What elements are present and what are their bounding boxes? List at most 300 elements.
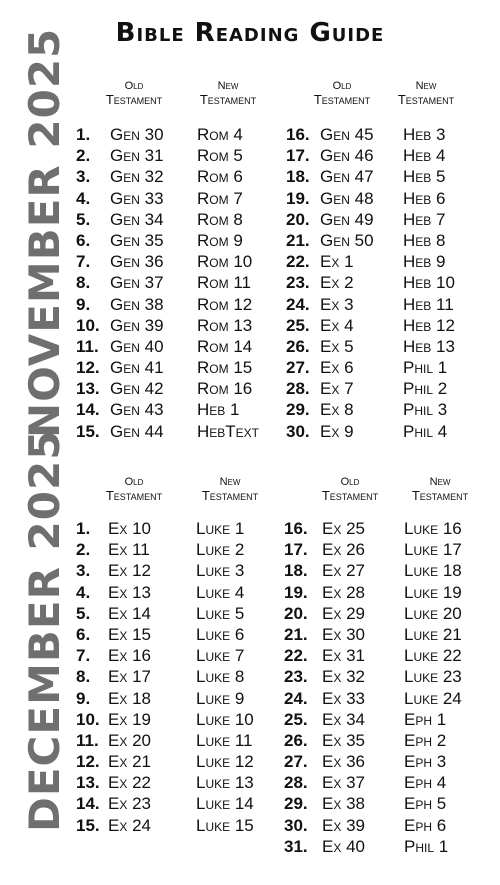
day-number-text: 4. bbox=[76, 582, 91, 602]
old-testament-reading bbox=[322, 603, 365, 624]
new-testament-reading-text: Luke 17 bbox=[404, 540, 462, 560]
day-number bbox=[76, 145, 100, 166]
new-testament-reading-text: Eph 1 bbox=[404, 709, 447, 729]
day-number-text: 6. bbox=[76, 624, 91, 644]
old-testament-reading-text: Gen 30 bbox=[110, 125, 164, 144]
old-testament-reading-text: Ex 25 bbox=[322, 519, 365, 538]
old-testament-reading bbox=[110, 124, 164, 145]
old-testament-reading bbox=[322, 666, 365, 687]
new-testament-reading bbox=[403, 315, 455, 336]
old-testament-reading-text: Ex 36 bbox=[322, 752, 365, 772]
new-testament-reading bbox=[403, 124, 455, 145]
day-number-text: 19. bbox=[286, 188, 310, 208]
new-testament-reading-text: Eph 5 bbox=[404, 794, 447, 814]
dec-old-header-left bbox=[94, 476, 174, 502]
day-number-text: 23. bbox=[284, 667, 308, 687]
day-number bbox=[76, 709, 100, 730]
new-testament-reading bbox=[404, 560, 462, 581]
nov-day-numbers-right bbox=[286, 124, 310, 442]
new-testament-reading bbox=[196, 518, 254, 539]
day-number bbox=[286, 357, 310, 378]
new-testament-reading-text: Rom 6 bbox=[197, 167, 243, 187]
new-testament-reading-text: Heb 9 bbox=[403, 252, 446, 272]
new-testament-reading-text: Eph 6 bbox=[404, 815, 447, 835]
day-number-text: 25. bbox=[286, 315, 310, 335]
old-testament-reading-text: Ex 21 bbox=[108, 752, 151, 772]
day-number-text: 17. bbox=[286, 146, 310, 166]
new-testament-reading-text: Eph 4 bbox=[404, 773, 447, 793]
header-bottom: Testament bbox=[199, 92, 257, 107]
day-number bbox=[76, 751, 100, 772]
day-number-text: 10. bbox=[76, 315, 100, 335]
old-testament-reading-text: Gen 38 bbox=[110, 294, 164, 314]
header-bottom: Testament bbox=[105, 92, 163, 107]
new-testament-reading bbox=[404, 624, 462, 645]
old-testament-reading bbox=[110, 315, 164, 336]
header-top: New bbox=[219, 476, 241, 488]
day-number-text: 31. bbox=[284, 836, 308, 856]
new-testament-reading-text: Luke 6 bbox=[196, 624, 245, 644]
day-number bbox=[76, 560, 100, 581]
old-testament-reading-text: Gen 32 bbox=[110, 167, 164, 187]
day-number-text: 13. bbox=[76, 773, 100, 793]
day-number-text: 1. bbox=[76, 519, 91, 538]
day-number-text: 14. bbox=[76, 400, 100, 420]
old-testament-reading bbox=[320, 166, 374, 187]
day-number-text: 21. bbox=[286, 230, 310, 250]
page-title: Bible Reading Guide bbox=[115, 18, 385, 48]
old-testament-reading bbox=[322, 582, 365, 603]
day-number-text: 5. bbox=[76, 209, 91, 229]
nov-new-readings-right bbox=[403, 124, 455, 442]
old-testament-reading bbox=[320, 315, 374, 336]
new-testament-reading bbox=[196, 624, 254, 645]
new-testament-reading bbox=[196, 815, 254, 836]
day-number bbox=[76, 666, 100, 687]
new-testament-reading-text: Phil 3 bbox=[403, 400, 448, 420]
old-testament-reading-text: Ex 20 bbox=[108, 730, 151, 750]
new-testament-reading-text: Heb 3 bbox=[403, 125, 446, 144]
old-testament-reading-text: Ex 17 bbox=[108, 667, 151, 687]
old-testament-reading bbox=[108, 645, 151, 666]
old-testament-reading bbox=[108, 709, 151, 730]
new-testament-reading bbox=[404, 666, 462, 687]
day-number-text: 14. bbox=[76, 794, 100, 814]
new-testament-reading-text: Luke 24 bbox=[404, 688, 462, 708]
new-testament-reading bbox=[404, 539, 462, 560]
day-number-text: 30. bbox=[286, 421, 310, 441]
old-testament-reading bbox=[322, 560, 365, 581]
day-number-text: 20. bbox=[286, 209, 310, 229]
old-testament-reading-text: Gen 31 bbox=[110, 146, 164, 166]
new-testament-reading bbox=[197, 124, 259, 145]
old-testament-reading bbox=[108, 815, 151, 836]
day-number bbox=[286, 251, 310, 272]
day-number bbox=[76, 624, 100, 645]
old-testament-reading bbox=[110, 251, 164, 272]
new-testament-reading bbox=[196, 603, 254, 624]
header-top: Old bbox=[332, 80, 352, 92]
day-number bbox=[284, 815, 308, 836]
old-testament-reading-text: Ex 33 bbox=[322, 688, 365, 708]
new-testament-reading-text: Rom 10 bbox=[197, 252, 253, 272]
new-testament-reading-text: Luke 16 bbox=[404, 519, 462, 538]
day-number bbox=[284, 836, 308, 857]
day-number bbox=[286, 421, 310, 442]
new-testament-reading bbox=[196, 730, 254, 751]
day-number-text: 13. bbox=[76, 379, 100, 399]
new-testament-reading bbox=[196, 666, 254, 687]
new-testament-reading-text: HebText bbox=[197, 421, 260, 441]
new-testament-reading-text: Heb 7 bbox=[403, 209, 446, 229]
day-number bbox=[286, 166, 310, 187]
old-testament-reading-text: Gen 37 bbox=[110, 273, 164, 293]
old-testament-reading-text: Ex 16 bbox=[108, 646, 151, 666]
old-testament-reading bbox=[320, 209, 374, 230]
new-testament-reading-text: Luke 22 bbox=[404, 646, 462, 666]
old-testament-reading bbox=[110, 357, 164, 378]
new-testament-reading bbox=[404, 793, 462, 814]
new-testament-reading bbox=[197, 294, 259, 315]
new-testament-reading-text: Heb 8 bbox=[403, 230, 446, 250]
dec-old-header-right bbox=[310, 476, 390, 502]
day-number bbox=[286, 315, 310, 336]
dec-old-readings-right bbox=[322, 518, 365, 857]
old-testament-reading-text: Ex 2 bbox=[320, 273, 354, 293]
day-number bbox=[76, 336, 100, 357]
old-testament-reading bbox=[322, 709, 365, 730]
day-number bbox=[284, 772, 308, 793]
old-testament-reading bbox=[108, 560, 151, 581]
day-number bbox=[76, 315, 100, 336]
old-testament-reading bbox=[320, 124, 374, 145]
day-number bbox=[284, 582, 308, 603]
november-label: NOVEMBER 2025 bbox=[20, 27, 69, 438]
old-testament-reading-text: Gen 33 bbox=[110, 188, 164, 208]
header-top: Old bbox=[340, 476, 360, 488]
old-testament-reading-text: Ex 8 bbox=[320, 400, 354, 420]
day-number-text: 15. bbox=[76, 421, 100, 441]
old-testament-reading bbox=[110, 294, 164, 315]
day-number-text: 24. bbox=[286, 294, 310, 314]
day-number-text: 12. bbox=[76, 358, 100, 378]
new-testament-reading bbox=[196, 751, 254, 772]
new-testament-reading bbox=[404, 815, 462, 836]
day-number-text: 6. bbox=[76, 230, 91, 250]
old-testament-reading-text: Gen 50 bbox=[320, 230, 374, 250]
header-bottom: Testament bbox=[321, 488, 379, 503]
day-number-text: 3. bbox=[76, 561, 91, 581]
new-testament-reading-text: Phil 2 bbox=[403, 379, 448, 399]
new-testament-reading bbox=[196, 793, 254, 814]
new-testament-reading-text: Luke 14 bbox=[196, 794, 254, 814]
december-label: DECEMBER 2025 bbox=[20, 429, 69, 832]
day-number bbox=[284, 730, 308, 751]
new-testament-reading-text: Phil 4 bbox=[403, 421, 448, 441]
day-number-text: 2. bbox=[76, 540, 91, 560]
new-testament-reading bbox=[197, 357, 259, 378]
new-testament-reading bbox=[404, 709, 462, 730]
old-testament-reading bbox=[108, 793, 151, 814]
new-testament-reading-text: Luke 9 bbox=[196, 688, 245, 708]
day-number-text: 26. bbox=[286, 336, 310, 356]
new-testament-reading bbox=[403, 421, 455, 442]
new-testament-reading-text: Luke 8 bbox=[196, 667, 245, 687]
day-number-text: 1. bbox=[76, 125, 91, 144]
old-testament-reading bbox=[320, 399, 374, 420]
new-testament-reading bbox=[403, 294, 455, 315]
new-testament-reading bbox=[196, 772, 254, 793]
new-testament-reading bbox=[403, 357, 455, 378]
nov-old-header-right bbox=[302, 80, 382, 106]
old-testament-reading-text: Gen 39 bbox=[110, 315, 164, 335]
day-number-text: 27. bbox=[284, 752, 308, 772]
day-number bbox=[76, 603, 100, 624]
new-testament-reading-text: Eph 3 bbox=[404, 752, 447, 772]
day-number-text: 15. bbox=[76, 815, 100, 835]
new-testament-reading bbox=[403, 145, 455, 166]
day-number bbox=[76, 188, 100, 209]
old-testament-reading-text: Ex 38 bbox=[322, 794, 365, 814]
old-testament-reading bbox=[108, 624, 151, 645]
new-testament-reading-text: Luke 12 bbox=[196, 752, 254, 772]
new-testament-reading bbox=[403, 251, 455, 272]
day-number bbox=[284, 688, 308, 709]
new-testament-reading bbox=[197, 230, 259, 251]
old-testament-reading-text: Ex 23 bbox=[108, 794, 151, 814]
old-testament-reading bbox=[322, 539, 365, 560]
old-testament-reading bbox=[320, 251, 374, 272]
old-testament-reading-text: Ex 29 bbox=[322, 603, 365, 623]
dec-new-header-left bbox=[190, 476, 270, 502]
old-testament-reading-text: Ex 11 bbox=[108, 540, 150, 560]
day-number bbox=[76, 230, 100, 251]
day-number bbox=[76, 399, 100, 420]
new-testament-reading bbox=[403, 378, 455, 399]
old-testament-reading bbox=[320, 336, 374, 357]
old-testament-reading bbox=[322, 793, 365, 814]
new-testament-reading-text: Luke 18 bbox=[404, 561, 462, 581]
new-testament-reading bbox=[404, 582, 462, 603]
day-number bbox=[76, 772, 100, 793]
day-number bbox=[76, 815, 100, 836]
day-number bbox=[76, 294, 100, 315]
new-testament-reading-text: Heb 1 bbox=[197, 400, 240, 420]
new-testament-reading bbox=[404, 688, 462, 709]
new-testament-reading-text: Heb 5 bbox=[403, 167, 446, 187]
nov-day-numbers-left bbox=[76, 124, 100, 442]
old-testament-reading bbox=[320, 378, 374, 399]
new-testament-reading bbox=[197, 378, 259, 399]
header-bottom: Testament bbox=[411, 488, 469, 503]
day-number bbox=[284, 624, 308, 645]
new-testament-reading-text: Luke 11 bbox=[196, 730, 253, 750]
old-testament-reading bbox=[322, 645, 365, 666]
day-number-text: 18. bbox=[284, 561, 308, 581]
day-number bbox=[286, 294, 310, 315]
day-number bbox=[286, 209, 310, 230]
new-testament-reading bbox=[197, 251, 259, 272]
new-testament-reading bbox=[404, 518, 462, 539]
old-testament-reading-text: Ex 40 bbox=[322, 836, 365, 856]
old-testament-reading-text: Gen 34 bbox=[110, 209, 164, 229]
day-number-text: 18. bbox=[286, 167, 310, 187]
day-number-text: 11. bbox=[76, 336, 99, 356]
old-testament-reading-text: Ex 9 bbox=[320, 421, 354, 441]
new-testament-reading bbox=[197, 272, 259, 293]
old-testament-reading-text: Gen 36 bbox=[110, 252, 164, 272]
old-testament-reading-text: Ex 5 bbox=[320, 336, 354, 356]
day-number-text: 29. bbox=[284, 794, 308, 814]
day-number-text: 9. bbox=[76, 294, 91, 314]
new-testament-reading-text: Luke 23 bbox=[404, 667, 462, 687]
day-number bbox=[76, 251, 100, 272]
old-testament-reading bbox=[320, 294, 374, 315]
day-number-text: 2. bbox=[76, 146, 91, 166]
new-testament-reading bbox=[404, 751, 462, 772]
dec-new-readings-left bbox=[196, 518, 254, 836]
dec-old-readings-left bbox=[108, 518, 151, 836]
new-testament-reading-text: Rom 5 bbox=[197, 146, 243, 166]
old-testament-reading bbox=[108, 751, 151, 772]
old-testament-reading bbox=[110, 421, 164, 442]
new-testament-reading bbox=[197, 209, 259, 230]
day-number-text: 21. bbox=[284, 624, 308, 644]
new-testament-reading-text: Rom 12 bbox=[197, 294, 253, 314]
old-testament-reading bbox=[108, 518, 151, 539]
new-testament-reading bbox=[403, 166, 455, 187]
old-testament-reading-text: Ex 6 bbox=[320, 358, 354, 378]
old-testament-reading-text: Ex 7 bbox=[320, 379, 354, 399]
day-number bbox=[76, 645, 100, 666]
day-number bbox=[76, 378, 100, 399]
old-testament-reading bbox=[322, 772, 365, 793]
new-testament-reading bbox=[197, 166, 259, 187]
day-number bbox=[286, 399, 310, 420]
nov-new-header-left bbox=[188, 80, 268, 106]
new-testament-reading-text: Rom 15 bbox=[197, 358, 253, 378]
day-number bbox=[286, 336, 310, 357]
old-testament-reading bbox=[110, 209, 164, 230]
old-testament-reading-text: Ex 31 bbox=[322, 646, 365, 666]
new-testament-reading bbox=[404, 645, 462, 666]
new-testament-reading-text: Rom 16 bbox=[197, 379, 253, 399]
new-testament-reading-text: Heb 12 bbox=[403, 315, 455, 335]
day-number-text: 10. bbox=[76, 709, 100, 729]
old-testament-reading bbox=[322, 815, 365, 836]
old-testament-reading bbox=[110, 378, 164, 399]
dec-day-numbers-right bbox=[284, 518, 308, 857]
day-number-text: 20. bbox=[284, 603, 308, 623]
old-testament-reading-text: Ex 27 bbox=[322, 561, 365, 581]
old-testament-reading-text: Gen 41 bbox=[110, 358, 164, 378]
day-number-text: 3. bbox=[76, 167, 91, 187]
day-number bbox=[76, 124, 100, 145]
header-bottom: Testament bbox=[201, 488, 259, 503]
day-number bbox=[76, 582, 100, 603]
new-testament-reading bbox=[404, 730, 462, 751]
old-testament-reading bbox=[322, 730, 365, 751]
old-testament-reading-text: Gen 40 bbox=[110, 336, 164, 356]
new-testament-reading-text: Heb 11 bbox=[403, 294, 454, 314]
old-testament-reading-text: Ex 18 bbox=[108, 688, 151, 708]
day-number-text: 16. bbox=[284, 519, 308, 538]
new-testament-reading bbox=[197, 336, 259, 357]
day-number bbox=[284, 793, 308, 814]
new-testament-reading bbox=[403, 230, 455, 251]
day-number-text: 25. bbox=[284, 709, 308, 729]
old-testament-reading bbox=[110, 188, 164, 209]
old-testament-reading bbox=[320, 421, 374, 442]
day-number bbox=[286, 378, 310, 399]
day-number-text: 7. bbox=[76, 646, 91, 666]
day-number-text: 19. bbox=[284, 582, 308, 602]
old-testament-reading-text: Gen 47 bbox=[320, 167, 374, 187]
header-top: Old bbox=[124, 80, 144, 92]
old-testament-reading bbox=[108, 688, 151, 709]
header-top: New bbox=[217, 80, 239, 92]
new-testament-reading-text: Luke 3 bbox=[196, 561, 245, 581]
old-testament-reading bbox=[108, 603, 151, 624]
day-number bbox=[286, 272, 310, 293]
old-testament-reading-text: Ex 39 bbox=[322, 815, 365, 835]
new-testament-reading-text: Heb 6 bbox=[403, 188, 446, 208]
day-number-text: 8. bbox=[76, 273, 91, 293]
day-number-text: 9. bbox=[76, 688, 91, 708]
old-testament-reading bbox=[320, 145, 374, 166]
day-number-text: 27. bbox=[286, 358, 310, 378]
old-testament-reading bbox=[108, 666, 151, 687]
new-testament-reading bbox=[196, 688, 254, 709]
day-number bbox=[284, 645, 308, 666]
old-testament-reading bbox=[320, 357, 374, 378]
day-number-text: 12. bbox=[76, 752, 100, 772]
new-testament-reading-text: Luke 20 bbox=[404, 603, 462, 623]
new-testament-reading-text: Eph 2 bbox=[404, 730, 447, 750]
header-bottom: Testament bbox=[313, 92, 371, 107]
day-number bbox=[76, 518, 100, 539]
day-number bbox=[286, 230, 310, 251]
old-testament-reading bbox=[110, 272, 164, 293]
new-testament-reading bbox=[196, 560, 254, 581]
new-testament-reading-text: Luke 15 bbox=[196, 815, 254, 835]
old-testament-reading-text: Gen 45 bbox=[320, 125, 374, 144]
new-testament-reading-text: Luke 4 bbox=[196, 582, 245, 602]
day-number bbox=[76, 539, 100, 560]
new-testament-reading-text: Rom 11 bbox=[197, 273, 251, 293]
old-testament-reading bbox=[110, 399, 164, 420]
new-testament-reading-text: Rom 13 bbox=[197, 315, 253, 335]
new-testament-reading bbox=[403, 272, 455, 293]
old-testament-reading-text: Ex 4 bbox=[320, 315, 354, 335]
new-testament-reading bbox=[403, 188, 455, 209]
new-testament-reading bbox=[197, 399, 259, 420]
new-testament-reading bbox=[404, 603, 462, 624]
new-testament-reading-text: Luke 21 bbox=[404, 624, 462, 644]
new-testament-reading-text: Luke 7 bbox=[196, 646, 245, 666]
new-testament-reading-text: Heb 13 bbox=[403, 336, 455, 356]
new-testament-reading bbox=[404, 836, 462, 857]
new-testament-reading bbox=[403, 399, 455, 420]
dec-new-header-right bbox=[400, 476, 480, 502]
old-testament-reading-text: Gen 44 bbox=[110, 421, 164, 441]
header-top: New bbox=[429, 476, 451, 488]
old-testament-reading-text: Ex 13 bbox=[108, 582, 151, 602]
day-number bbox=[284, 666, 308, 687]
day-number-text: 17. bbox=[284, 540, 308, 560]
old-testament-reading bbox=[110, 336, 164, 357]
old-testament-reading-text: Gen 42 bbox=[110, 379, 164, 399]
